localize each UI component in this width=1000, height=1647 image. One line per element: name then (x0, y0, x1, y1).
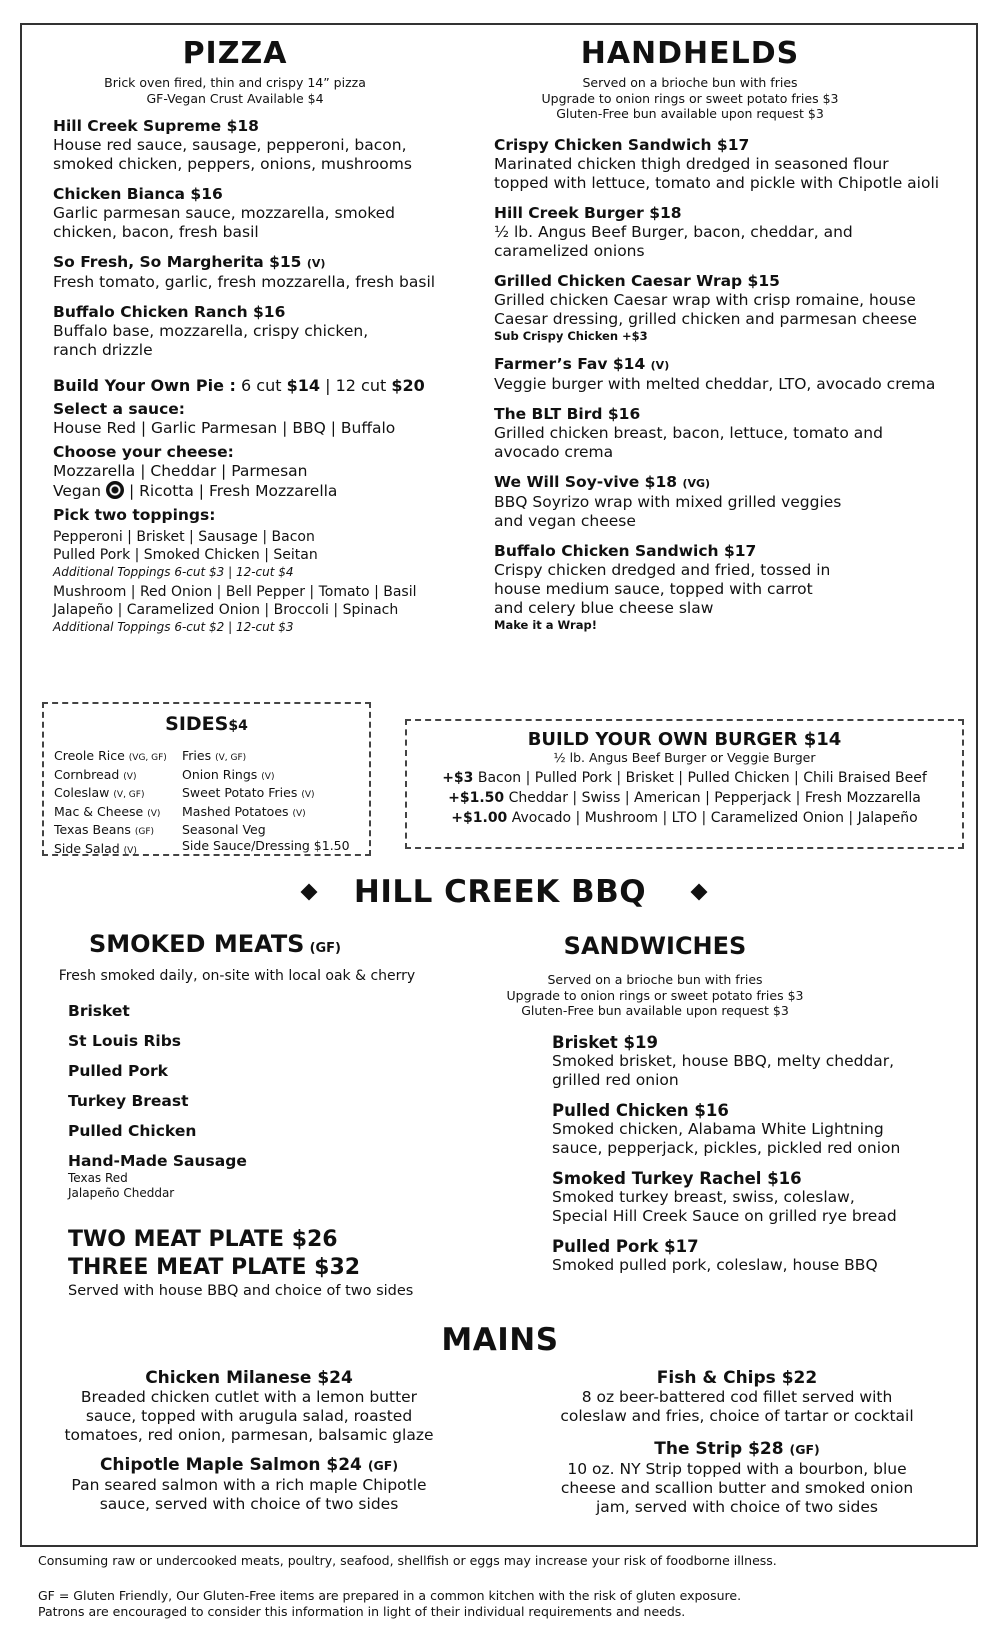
handhelds-sub-line: Gluten-Free bun available upon request $3 (556, 106, 824, 121)
byo-burger-rows (407, 768, 962, 828)
two-meat-plate: TWO MEAT PLATE $26 (68, 1227, 338, 1252)
item-name: Fish & Chips $22 (656, 1368, 818, 1388)
item-name: The BLT Bird $16 (494, 404, 641, 423)
gf-note: GF = Gluten Friendly, Our Gluten-Free items are prepared in a common kitchen with the risk of gluten exposure. (38, 1588, 742, 1603)
item-name: Brisket $19 (552, 1032, 658, 1052)
side-item (54, 785, 179, 804)
side-name: Creole Rice (54, 748, 125, 763)
item-desc: topped with lettuce, tomato and pickle with Chipotle aioli (494, 173, 940, 192)
item-desc: Grilled chicken breast, bacon, lettuce, tomato and (494, 423, 883, 442)
bbq-title: HILL CREEK BBQ (353, 874, 647, 910)
item-desc: Pan seared salmon with a rich maple Chipotle (71, 1476, 427, 1494)
side-name: Side Salad (54, 840, 120, 856)
handhelds-title: HANDHELDS (580, 36, 800, 71)
diet-tag: (GF) (367, 1458, 399, 1473)
side-item (182, 748, 370, 767)
item-desc: sauce, served with choice of two sides (99, 1495, 399, 1513)
twelve-cut-price: $20 (391, 376, 425, 395)
item-desc: 10 oz. NY Strip topped with a bourbon, blue (567, 1460, 907, 1478)
item-name (494, 355, 970, 375)
sausage-option: Jalapeño Cheddar (68, 1186, 175, 1200)
menu-item (512, 1439, 962, 1517)
diet-tag: (V) (301, 790, 315, 801)
side-item (182, 804, 370, 823)
pizza-subtitle (40, 75, 430, 107)
byo-pie-heading (53, 376, 470, 395)
item-desc: 8 oz beer-battered cod fillet served with (581, 1388, 893, 1406)
item-name: Hill Creek Supreme $18 (53, 117, 259, 135)
sandwiches-section (506, 932, 970, 1286)
diet-tag: (V) (147, 808, 161, 819)
byo-burger-sub: ½ lb. Angus Beef Burger or Veggie Burger (553, 750, 816, 765)
side-name: Mashed Potatoes (182, 803, 289, 819)
diet-tag: (V) (123, 771, 137, 782)
item-desc: cheese and scallion butter and smoked onion (560, 1479, 914, 1497)
footer (38, 1553, 978, 1620)
item-desc: jam, served with choice of two sides (595, 1498, 878, 1516)
side-name: Texas Beans (54, 822, 131, 838)
item-name: Crispy Chicken Sandwich $17 (494, 135, 750, 154)
diet-tag: (V) (123, 845, 137, 856)
item-desc: Buffalo base, mozzarella, crispy chicken, (53, 322, 369, 340)
side-name: Onion Rings (182, 766, 258, 782)
addon-options: Avocado | Mushroom | LTO | Caramelized Onion | Jalapeño (511, 810, 918, 826)
byo-burger-row (407, 768, 962, 788)
sides-right-col (182, 748, 370, 854)
item-desc: smoked chicken, peppers, onions, mushrooms (53, 155, 412, 173)
menu-item (494, 204, 970, 261)
meat-item: Brisket (68, 1002, 130, 1020)
diet-tag: (GF) (789, 1442, 820, 1457)
side-name: Fries (182, 748, 212, 763)
side-item (54, 767, 179, 786)
side-name: Mac & Cheese (54, 803, 144, 819)
menu-item (494, 473, 970, 531)
item-desc: house medium sauce, topped with carrot (494, 579, 813, 598)
diet-tag: (V) (650, 358, 670, 372)
addon-price: +$1.50 (448, 790, 505, 806)
item-desc: sauce, topped with arugula salad, roasted (85, 1407, 413, 1425)
side-name: Side Sauce/Dressing $1.50 (182, 837, 350, 853)
diamond-icon (301, 884, 318, 901)
pizza-section (40, 36, 470, 635)
item-desc: Caesar dressing, grilled chicken and parmesan cheese (494, 309, 917, 328)
diamond-icon (691, 884, 708, 901)
item-name: Buffalo Chicken Sandwich $17 (494, 541, 757, 560)
diet-tag: (V) (261, 771, 275, 782)
item-name: Chicken Bianca $16 (53, 185, 223, 203)
sides-price: $4 (228, 718, 248, 734)
gf-note: Patrons are encouraged to consider this information in light of their individual requirements and needs. (38, 1604, 686, 1619)
sides-left-col (54, 748, 179, 860)
side-item (54, 822, 179, 841)
item-name: Pulled Pork $17 (552, 1236, 699, 1256)
cheese-options-rest: | Ricotta | Fresh Mozzarella (128, 482, 338, 500)
handhelds-section (470, 36, 970, 644)
item-desc: caramelized onions (494, 241, 645, 260)
side-item (182, 767, 370, 786)
menu-item (53, 117, 470, 174)
diet-tag: (VG) (682, 476, 711, 490)
item-name: Hill Creek Burger $18 (494, 203, 682, 222)
item-name (24, 1455, 474, 1476)
sandwiches-sub-line: Upgrade to onion rings or sweet potato fries $3 (506, 987, 804, 1003)
menu-item (512, 1368, 962, 1426)
item-desc: Smoked turkey breast, swiss, coleslaw, (552, 1187, 855, 1206)
smoked-sub: Fresh smoked daily, on-site with local oak & cherry (58, 968, 416, 984)
item-desc: Veggie burger with melted cheddar, LTO, avocado crema (494, 374, 936, 393)
sandwiches-sub-line: Gluten-Free bun available upon request $3 (521, 1003, 789, 1018)
twelve-cut-label: 12 cut (335, 376, 387, 395)
byo-burger-title: BUILD YOUR OWN BURGER $14 (527, 729, 842, 750)
item-name (53, 253, 470, 273)
addon-options: Bacon | Pulled Pork | Brisket | Pulled Chicken | Chili Braised Beef (477, 770, 927, 786)
side-name: Cornbread (54, 766, 120, 782)
cheese-options: Mozzarella | Cheddar | Parmesan (53, 462, 308, 480)
toppings-label: Pick two toppings: (53, 506, 216, 524)
menu-item (24, 1455, 474, 1514)
menu-item (24, 1368, 474, 1445)
side-item (182, 785, 370, 804)
diet-tag: (VG, GF) (128, 753, 167, 763)
diet-tag: (V, GF) (113, 790, 145, 801)
smoked-heading (0, 930, 440, 958)
side-name: Seasonal Veg (182, 822, 266, 838)
byo-pie (53, 376, 470, 635)
item-desc: ½ lb. Angus Beef Burger, bacon, cheddar, and (494, 222, 853, 241)
meat-item: Turkey Breast (68, 1092, 189, 1110)
item-name: Chicken Milanese $24 (145, 1368, 353, 1388)
six-cut-price: $14 (286, 376, 320, 395)
side-item (54, 748, 179, 767)
item-desc: tomatoes, red onion, parmesan, balsamic glaze (64, 1426, 434, 1444)
sauce-options: House Red | Garlic Parmesan | BBQ | Buffalo (53, 419, 396, 437)
item-desc: Smoked brisket, house BBQ, melty cheddar, (552, 1051, 895, 1070)
addon-price: +$3 (442, 770, 474, 786)
separator: | (325, 376, 331, 395)
sauce-label: Select a sauce: (53, 400, 185, 418)
item-desc: Grilled chicken Caesar wrap with crisp romaine, house (494, 290, 916, 309)
item-desc: Crispy chicken dredged and fried, tossed in (494, 560, 831, 579)
byo-pie-label: Build Your Own Pie : (53, 376, 236, 395)
item-desc: and celery blue cheese slaw (494, 598, 714, 617)
item-name: Pulled Chicken $16 (552, 1100, 729, 1120)
sausage-option: Texas Red (68, 1171, 128, 1185)
item-desc: Garlic parmesan sauce, mozzarella, smoked (53, 204, 395, 222)
six-cut-label: 6 cut (241, 376, 282, 395)
meat-item: Pulled Chicken (68, 1122, 197, 1140)
sides-heading (44, 713, 369, 735)
pizza-sub-line: Brick oven fired, thin and crispy 14” pizza (104, 75, 366, 90)
sandwiches-title: SANDWICHES (563, 932, 747, 960)
item-desc: House red sauce, sausage, pepperoni, bacon, (53, 136, 407, 154)
item-name: Grilled Chicken Caesar Wrap $15 (494, 271, 780, 290)
meat-item: Pulled Pork (68, 1062, 168, 1080)
menu-item (552, 1237, 970, 1275)
item-name (512, 1439, 962, 1460)
item-desc: coleslaw and fries, choice of tartar or cocktail (560, 1407, 914, 1425)
handhelds-items (470, 136, 970, 633)
mains-title-wrap (20, 1322, 980, 1358)
menu-item (494, 405, 970, 462)
diet-tag: (V, GF) (215, 753, 247, 763)
side-item (182, 838, 370, 854)
handhelds-sub-line: Served on a brioche bun with fries (582, 75, 798, 90)
pizza-sub-line: GF-Vegan Crust Available $4 (146, 91, 324, 106)
sandwiches-items (530, 1033, 970, 1275)
menu-item (552, 1033, 970, 1090)
item-name-text: We Will Soy-vive $18 (494, 472, 678, 491)
meat-toppings: Pulled Pork | Smoked Chicken | Seitan (53, 546, 318, 563)
item-desc: avocado crema (494, 442, 614, 461)
sandwiches-subtitle (450, 972, 860, 1019)
side-item (182, 822, 370, 838)
menu-item (53, 253, 470, 292)
sandwiches-heading (450, 932, 860, 960)
item-desc: Smoked pulled pork, coleslaw, house BBQ (552, 1255, 878, 1274)
item-desc: Breaded chicken cutlet with a lemon butter (80, 1388, 418, 1406)
vegan-label: Vegan (53, 482, 102, 500)
item-name-text: Farmer’s Fav $14 (494, 354, 646, 373)
side-item (54, 841, 179, 860)
plate-note: Served with house BBQ and choice of two sides (68, 1283, 414, 1299)
menu-item (53, 185, 470, 242)
menu-item (494, 355, 970, 394)
three-meat-plate: THREE MEAT PLATE $32 (68, 1255, 361, 1280)
diet-tag: (GF) (309, 941, 341, 956)
handhelds-subtitle (470, 75, 910, 122)
menu-item (494, 136, 970, 193)
side-name: Sweet Potato Fries (182, 785, 298, 801)
menu-item (494, 272, 970, 344)
mains-title: MAINS (441, 1322, 559, 1358)
veg-toppings: Mushroom | Red Onion | Bell Pepper | Tomato | Basil (53, 584, 417, 600)
item-name: Buffalo Chicken Ranch $16 (53, 303, 286, 321)
item-desc: Fresh tomato, garlic, fresh mozzarella, fresh basil (53, 273, 436, 291)
mains-left (24, 1368, 474, 1525)
item-desc: Smoked chicken, Alabama White Lightning (552, 1119, 884, 1138)
byo-burger-row (407, 808, 962, 828)
pizza-items (40, 117, 470, 635)
item-note: Sub Crispy Chicken +$3 (494, 328, 648, 343)
foodborne-warning: Consuming raw or undercooked meats, poultry, seafood, shellfish or eggs may increase your risk of foodborne illness. (38, 1553, 777, 1568)
sides-box (42, 702, 371, 856)
handhelds-sub-line: Upgrade to onion rings or sweet potato fries $3 (541, 90, 839, 106)
cheese-label: Choose your cheese: (53, 443, 234, 461)
pizza-title: PIZZA (182, 36, 288, 71)
item-desc: Special Hill Creek Sauce on grilled rye bread (552, 1206, 897, 1225)
item-name (494, 473, 970, 493)
meat-item: Hand-Made Sausage (68, 1152, 247, 1170)
menu-item (53, 303, 470, 360)
meat-extra-note: Additional Toppings 6-cut $3 | 12-cut $4 (53, 565, 294, 579)
meat-item: St Louis Ribs (68, 1032, 182, 1050)
item-note: Make it a Wrap! (494, 617, 597, 632)
item-name-text: So Fresh, So Margherita $15 (53, 253, 302, 271)
side-item (54, 804, 179, 823)
item-desc: Marinated chicken thigh dredged in seasoned flour (494, 154, 889, 173)
diet-tag: (V) (306, 257, 326, 270)
byo-burger-row (407, 788, 962, 808)
item-desc: ranch drizzle (53, 341, 153, 359)
item-desc: grilled red onion (552, 1070, 679, 1089)
smoked-meats-list (40, 1002, 490, 1300)
smoked-title: SMOKED MEATS (88, 930, 305, 958)
sandwiches-sub-line: Served on a brioche bun with fries (547, 972, 763, 987)
cheese-options (53, 481, 470, 501)
item-desc: BBQ Soyrizo wrap with mixed grilled veggies (494, 492, 842, 511)
menu-item (552, 1169, 970, 1226)
bbq-header (20, 872, 980, 912)
mains-right (512, 1368, 962, 1528)
item-desc: and vegan cheese (494, 511, 636, 530)
byo-burger-box (405, 719, 964, 849)
item-desc: chicken, bacon, fresh basil (53, 223, 259, 241)
diet-tag: (V) (292, 808, 306, 819)
diet-tag: (GF) (134, 827, 155, 838)
menu-item (494, 542, 970, 633)
smoked-meats-section (40, 930, 490, 1300)
vegan-icon (106, 481, 124, 499)
veg-extra-note: Additional Toppings 6-cut $2 | 12-cut $3 (53, 620, 294, 634)
sides-title: SIDES (165, 713, 229, 735)
menu-item (552, 1101, 970, 1158)
item-name: Smoked Turkey Rachel $16 (552, 1168, 802, 1188)
addon-options: Cheddar | Swiss | American | Pepperjack | Fresh Mozzarella (508, 790, 921, 806)
meat-toppings: Pepperoni | Brisket | Sausage | Bacon (53, 529, 315, 545)
veg-toppings: Jalapeño | Caramelized Onion | Broccoli | Spinach (53, 601, 399, 618)
item-desc: sauce, pepperjack, pickles, pickled red onion (552, 1138, 901, 1157)
item-name-text: The Strip $28 (654, 1439, 784, 1459)
side-name: Coleslaw (54, 785, 110, 801)
addon-price: +$1.00 (451, 810, 508, 826)
item-name-text: Chipotle Maple Salmon $24 (99, 1455, 362, 1475)
